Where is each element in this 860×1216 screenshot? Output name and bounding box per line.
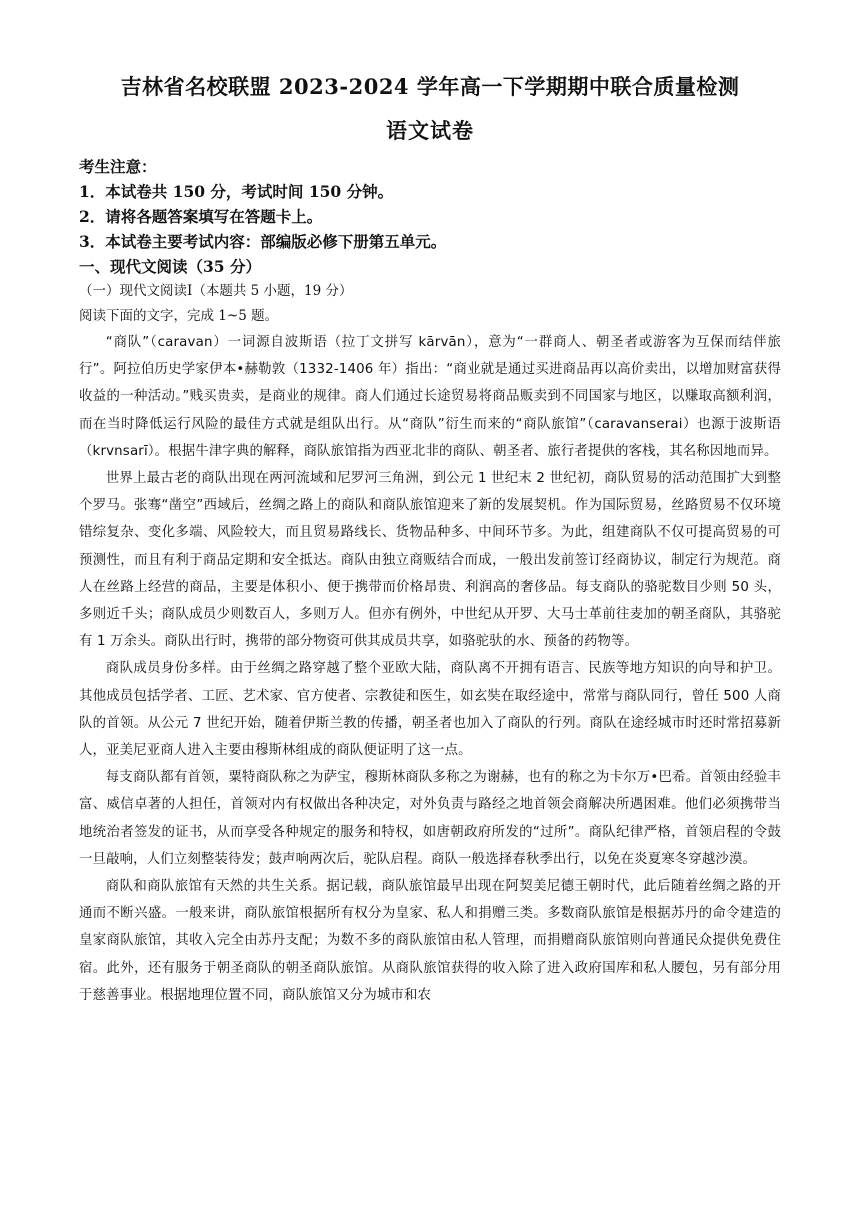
notice-item: 2．请将各题答案填写在答题卡上。: [79, 207, 323, 226]
passage-paragraph: 商队和商队旅馆有天然的共生关系。据记载，商队旅馆最早出现在阿契美尼德王朝时代，此后随着丝绸之路的开通而不断兴盛。一般来讲，商队旅馆根据所有权分为皇家、私人和捐赠三类。多数商队旅馆是根据苏丹的命令建造的皇家商队旅馆，其收入完全由苏丹支配；为数不多的商队旅馆由私人管理，而捐赠商队旅馆则向普通民众提供免费住宿。此外，还有服务于朝圣商队的朝圣商队旅馆。从商队旅馆获得的收入除了进入政府国库和私人腰包，另有部分用于慈善事业。根据地理位置不同，商队旅馆又分为城市和农: [79, 879, 781, 1003]
reading-passage: [79, 329, 781, 1009]
passage-paragraph: 商队成员身份多样。由于丝绸之路穿越了整个亚欧大陆，商队离不开拥有语言、民族等地方知识的向导和护卫。其他成员包括学者、工匠、艺术家、官方使者、宗教徒和医生，如玄奘在取经途中，常常与商队同行，曾任 500 人商队的首领。从公元 7 世纪开始，随着伊斯兰教的传播，朝圣者也加入了商队的行列。商队在途经城市时还时常招募新人，亚美尼亚商人进入主要由穆斯林组成的商队便证明了这一点。: [79, 661, 781, 759]
passage-paragraph: 每支商队都有首领，粟特商队称之为萨宝，穆斯林商队多称之为谢赫，也有的称之为卡尔万•巴希。首领由经验丰富、威信卓著的人担任，首领对内有权做出各种决定，对外负责与路经之地首领会商解决所遇困难。他们必须携带当地统治者签发的证书，从而享受各种规定的服务和特权，如唐朝政府所发的“过所”。商队纪律严格，首领启程的令鼓一旦敲响，人们立刻整装待发；鼓声响两次后，驼队启程。商队一般选择春秋季出行，以免在炎夏寒冬穿越沙漠。: [79, 770, 781, 867]
sub-section-heading: （一）现代文阅读Ⅰ（本题共 5 小题，19 分）: [79, 283, 353, 299]
notice-item: 1．本试卷共 150 分，考试时间 150 分钟。: [79, 182, 394, 201]
passage-paragraph: “商队”（caravan）一词源自波斯语（拉丁文拼写 kārvān），意为“一群商人、朝圣者或游客为互保而结伴旅行”。阿拉伯历史学家伊本•赫勒敦（1332-1406 年）指出：“商业就是通过买进商品再以高价卖出，以增加财富获得收益的一种活动。”贱买贵卖，是商业的规律。商人们通过长途贸易将商品贩卖到不同国家与地区，以赚取高额利润，而在当时降低运行风险的最佳方式就是组队出行。从“商队”衍生而来的“商队旅馆”（caravanserai）也源于波斯语（krvnsarī）。根据牛津字典的解释，商队旅馆指为西亚北非的商队、朝圣者、旅行者提供的客栈，其名称因地而异。: [79, 335, 781, 459]
section-heading: 一、现代文阅读（35 分）: [79, 257, 261, 276]
exam-title: 吉林省名校联盟 2023-2024 学年高一下学期期中联合质量检测: [120, 74, 740, 99]
exam-subtitle: 语文试卷: [386, 118, 474, 143]
passage-paragraph: 世界上最古老的商队出现在两河流域和尼罗河三角洲，到公元 1 世纪末 2 世纪初，商队贸易的活动范围扩大到整个罗马。张骞“凿空”西域后，丝绸之路上的商队和商队旅馆迎来了新的发展契机。作为国际贸易，丝路贸易不仅环境错综复杂、变化多端、风险较大，而且贸易路线长、货物品种多、中间环节多。为此，组建商队不仅可提高贸易的可预测性，而且有利于商品定期和安全抵达。商队由独立商贩结合而成，一般出发前签订经商协议，制定行为规范。商人在丝路上经营的商品，主要是体积小、便于携带而价格昂贵、利润高的奢侈品。每支商队的骆驼数目少则 50 头，多则近千头；商队成员少则数百人，多则万人。但亦有例外，中世纪从开罗、大马士革前往麦加的朝圣商队，其骆驼有 1 万余头。商队出行时，携带的部分物资可供其成员共享，如骆驼驮的水、预备的药物等。: [79, 471, 781, 650]
notice-item: 3．本试卷主要考试内容：部编版必修下册第五单元。: [79, 232, 447, 251]
reading-instruction: 阅读下面的文字，完成 1~5 题。: [79, 308, 279, 324]
notice-block: [79, 154, 781, 254]
notice-heading: 考生注意：: [79, 157, 157, 176]
